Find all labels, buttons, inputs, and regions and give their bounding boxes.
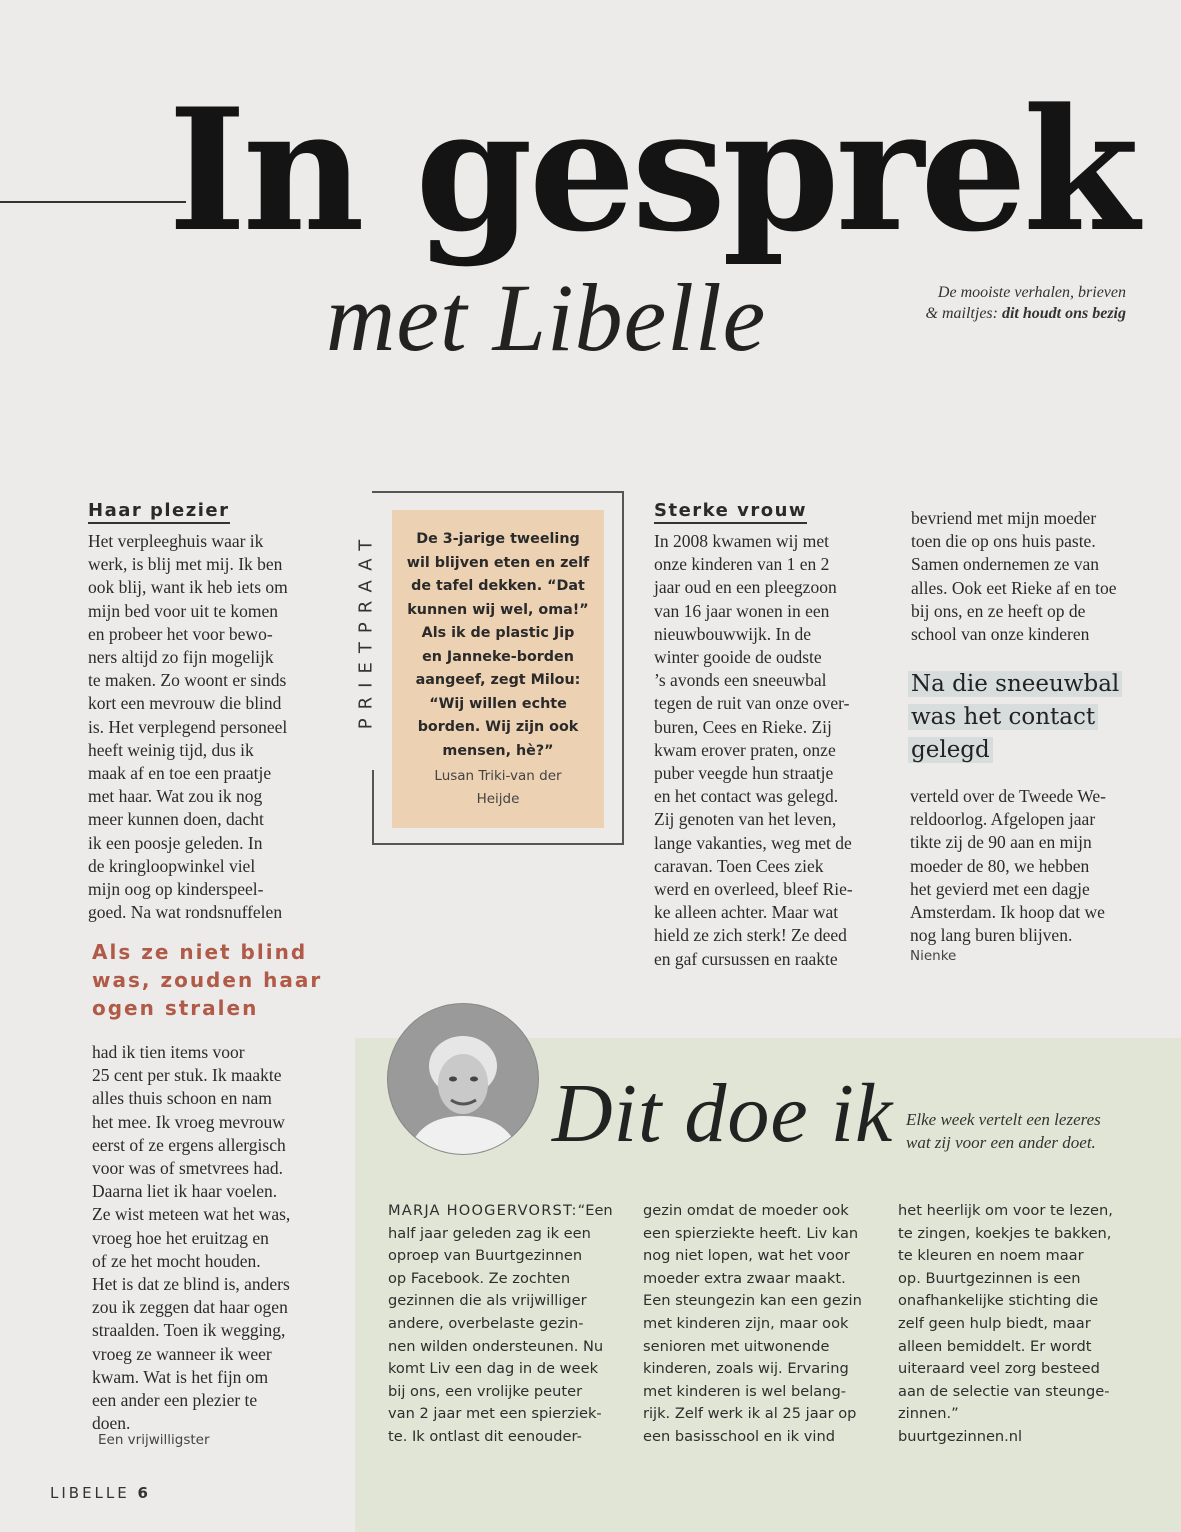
text-line: gezin omdat de moeder ook — [643, 1202, 849, 1219]
text-line: zinnen.” — [898, 1405, 959, 1423]
sterke-vrouw-text-end — [910, 785, 1150, 947]
text-line: en Janneke-borden — [422, 648, 574, 665]
text-line: wat zij voor een ander doet. — [906, 1133, 1096, 1152]
text-line: half jaar geleden zag ik een — [388, 1224, 591, 1242]
text-line: tegen de ruit van onze over- — [654, 693, 850, 714]
text-line: oproep van Buurtgezinnen — [388, 1247, 583, 1265]
prietpraat-label-text: PRIETPRAAT — [355, 530, 377, 730]
text-line: te zingen, koekjes te bakken, — [898, 1224, 1112, 1242]
haar-plezier-heading: Haar plezier — [88, 500, 230, 524]
text-line: buren, Cees en Rieke. Zij — [654, 716, 832, 737]
text-line: Samen ondernemen ze van — [911, 554, 1100, 575]
text-line: kwam erover praten, onze — [654, 739, 836, 760]
text-line: Het verpleeghuis waar ik — [88, 531, 264, 551]
text-line: uiteraard veel zorg besteed — [898, 1360, 1100, 1378]
text-line: voor was of smetvrees had. — [92, 1158, 283, 1179]
text-line: te. Ik ontlast dit eenouder- — [388, 1427, 582, 1445]
text-line: nieuwbouwwijk. In de — [654, 623, 811, 644]
text-line: goed. Na wat rondsnuffelen — [88, 902, 283, 923]
text-line: op. Buurtgezinnen is een — [898, 1269, 1081, 1287]
text-line: werk, is blij met mij. Ik ben — [88, 554, 283, 575]
text-line: ’s avonds een sneeuwbal — [654, 670, 827, 691]
text-line: Ze wist meteen wat het was, — [92, 1204, 291, 1225]
author-photo — [387, 1003, 539, 1155]
sterke-vrouw-heading: Sterke vrouw — [654, 500, 807, 524]
text-line: te maken. Zo woont er sinds — [88, 670, 287, 691]
first-line-text: “Een — [577, 1202, 613, 1219]
text-line: “Wij willen echte — [429, 695, 567, 712]
tagline-line-2 — [790, 303, 1126, 324]
text-line: tikte zij de 90 aan en mijn — [910, 832, 1092, 853]
portrait-illustration — [388, 1004, 538, 1154]
text-line: en het contact was gelegd. — [654, 786, 839, 807]
text-line: moeder de 80, we hebben — [910, 855, 1090, 876]
text-line: kwam. Wat is het fijn om — [92, 1366, 269, 1387]
page-tagline — [790, 282, 1126, 324]
text-line: Heijde — [476, 791, 520, 807]
text-line: ke alleen achter. Maar wat — [654, 902, 839, 923]
page-subtitle: met Libelle — [326, 264, 767, 371]
text-line: alleen bemiddelt. Er wordt — [898, 1337, 1092, 1355]
text-line: zelf geen hulp biedt, maar — [898, 1314, 1091, 1332]
haar-plezier-signature: Een vrijwilligster — [98, 1432, 210, 1448]
text-line: caravan. Toen Cees ziek — [654, 855, 824, 876]
text-line: met kinderen zijn, maar ook — [643, 1314, 849, 1332]
text-line: mijn bed voor uit te komen — [88, 600, 279, 621]
text-line: te kleuren en noem maar — [898, 1247, 1084, 1265]
text-line: bevriend met mijn moeder — [911, 508, 1097, 528]
sterke-vrouw-text-continued — [911, 507, 1151, 646]
prietpraat-frame-edge — [372, 770, 374, 845]
text-line: werd en overleed, bleef Rie- — [654, 879, 853, 900]
text-line: een ander een plezier te — [92, 1390, 258, 1411]
prietpraat-quote — [400, 528, 596, 763]
text-line: heeft weinig tijd, dus ik — [88, 739, 254, 760]
text-line: nen wilden ondersteunen. Nu — [388, 1337, 604, 1355]
sterke-vrouw-signature: Nienke — [910, 948, 957, 964]
haar-plezier-text-a — [88, 530, 338, 924]
text-line: Elke week vertelt een lezeres — [906, 1110, 1101, 1129]
text-line: gelegd — [908, 734, 1138, 767]
text-line: was het contact — [908, 701, 1138, 734]
text-line: ik een poosje geleden. In — [88, 832, 263, 853]
dit-doe-ik-col-1 — [388, 1200, 638, 1449]
text-line: aan de selectie van steunge- — [898, 1382, 1110, 1400]
text-line: op Facebook. Ze zochten — [388, 1269, 571, 1287]
dit-doe-ik-title: Dit doe ik — [552, 1067, 894, 1160]
author-name: MARJA HOOGERVORST: — [388, 1202, 578, 1219]
page-title: In gesprek — [168, 71, 1136, 269]
text-line: nog lang buren blijven. — [910, 925, 1073, 946]
text-line: of ze het mocht houden. — [92, 1250, 261, 1271]
tagline-line-1: De mooiste verhalen, brieven — [937, 284, 1126, 301]
tagline-part: & mailtjes: — [925, 305, 1002, 322]
dit-doe-ik-tagline — [906, 1108, 1146, 1154]
text-line: een basisschool en ik vind — [643, 1427, 835, 1445]
haar-plezier-text-b — [92, 1041, 342, 1435]
text-line: van 2 jaar met een spierziek- — [388, 1405, 602, 1423]
text-line: met kinderen is wel belang- — [643, 1382, 847, 1400]
text-line: Het is dat ze blind is, anders — [92, 1274, 290, 1295]
text-line: school van onze kinderen — [911, 624, 1090, 645]
text-line: de tafel dekken. “Dat — [411, 578, 585, 594]
text-line: Als ze niet blind — [92, 940, 308, 964]
text-line: alles thuis schoon en nam — [92, 1088, 272, 1109]
text-line: borden. Wij zijn ook — [417, 719, 579, 735]
text-line: alles. Ook eet Rieke af en toe — [911, 577, 1117, 598]
text-line: moeder extra zwaar maakt. — [643, 1269, 846, 1287]
text-line: met haar. Wat zou ik nog — [88, 786, 263, 807]
text-line: het gevierd met een dagje — [910, 878, 1090, 899]
text-line: reldoorlog. Afgelopen jaar — [910, 809, 1096, 830]
text-line: komt Liv een dag in de week — [388, 1360, 599, 1378]
text-line: vroeg hoe het eruitzag en — [92, 1227, 269, 1248]
text-line: eerst of ze ergens allergisch — [92, 1134, 286, 1155]
text-line: en probeer het voor bewo- — [88, 623, 273, 644]
text-line: meer kunnen doen, dacht — [88, 809, 264, 830]
text-line: het mee. Ik vroeg mevrouw — [92, 1111, 285, 1132]
dit-doe-ik-first-line — [388, 1200, 638, 1223]
text-line: puber veegde hun straatje — [654, 763, 834, 784]
text-line: bij ons, en ze heeft op de — [911, 600, 1086, 621]
text-line: onafhankelijke stichting die — [898, 1292, 1099, 1310]
text-line: bij ons, een vrolijke peuter — [388, 1382, 583, 1400]
text-line: andere, overbelaste gezin- — [388, 1314, 584, 1332]
text-line: ners altijd zo fijn mogelijk — [88, 647, 274, 668]
text-line: Als ik de plastic Jip — [421, 625, 575, 641]
prietpraat-box — [392, 510, 604, 828]
text-line: hield ze zich sterk! Ze deed — [654, 925, 847, 946]
text-line: Daarna liet ik haar voelen. — [92, 1181, 278, 1202]
dit-doe-ik-col-2 — [643, 1200, 893, 1449]
text-line: winter gooide de oudste — [654, 647, 822, 668]
text-line: was, zouden haar — [92, 968, 323, 992]
sterke-vrouw-text — [654, 530, 889, 971]
tagline-bold: dit houdt ons bezig — [1001, 305, 1126, 322]
text-line: doen. — [92, 1413, 131, 1434]
dit-doe-ik-col-3 — [898, 1200, 1148, 1449]
text-line: onze kinderen van 1 en 2 — [654, 554, 830, 575]
page-number: 6 — [137, 1484, 148, 1502]
text-line: nog niet lopen, wat het voor — [643, 1247, 850, 1265]
page-footer — [50, 1484, 148, 1502]
text-line: verteld over de Tweede We- — [910, 786, 1106, 806]
text-line: De 3-jarige tweeling — [416, 531, 580, 547]
text-line: is. Het verplegend personeel — [88, 716, 288, 737]
text-line: mensen, hè?” — [442, 742, 554, 759]
text-line: rijk. Zelf werk ik al 25 jaar op — [643, 1405, 857, 1423]
text-line: toen die op ons huis paste. — [911, 531, 1096, 552]
text-line: mijn oog op kinderspeel- — [88, 879, 264, 900]
text-line: straalden. Toen ik wegging, — [92, 1320, 286, 1341]
text-line: aangeef, zegt Milou: — [415, 672, 581, 688]
text-line: kort een mevrouw die blind — [88, 693, 282, 714]
text-line: gezinnen die als vrijwilliger — [388, 1292, 587, 1310]
text-line: Na die sneeuwbal — [908, 668, 1138, 701]
text-line: het heerlijk om voor te lezen, — [898, 1202, 1113, 1219]
dit-doe-ik-col-1-text — [388, 1223, 638, 1449]
text-line: lange vakanties, weg met de — [654, 832, 852, 853]
text-line: senioren met uitwonende — [643, 1337, 830, 1355]
text-line: zou ik zeggen dat haar ogen — [92, 1297, 288, 1318]
sterke-vrouw-quote — [908, 668, 1138, 767]
text-line: een spierziekte heeft. Liv kan — [643, 1224, 859, 1242]
text-line: jaar oud en een pleegzoon — [654, 577, 837, 598]
text-line: Lusan Triki-van der — [434, 768, 562, 784]
text-line: ook blij, want ik heb iets om — [88, 577, 288, 598]
text-line: ogen stralen — [92, 996, 259, 1020]
text-line: en gaf cursussen en raakte — [654, 948, 838, 969]
text-line: 25 cent per stuk. Ik maakte — [92, 1065, 282, 1086]
haar-plezier-quote — [92, 938, 342, 1022]
text-line: Zij genoten van het leven, — [654, 809, 837, 830]
footer-brand: LIBELLE — [50, 1484, 130, 1502]
text-line: kinderen, zoals wij. Ervaring — [643, 1360, 849, 1378]
text-line: had ik tien items voor — [92, 1042, 245, 1062]
text-line: Een steungezin kan een gezin — [643, 1292, 862, 1310]
text-line: de kringloopwinkel viel — [88, 855, 256, 876]
text-line: Amsterdam. Ik hoop dat we — [910, 902, 1105, 923]
prietpraat-signature — [400, 765, 596, 811]
text-line: van 16 jaar wonen in een — [654, 600, 830, 621]
text-line: buurtgezinnen.nl — [898, 1427, 1023, 1445]
text-line: maak af en toe een praatje — [88, 763, 272, 784]
text-line: wil blijven eten en zelf — [406, 554, 590, 571]
text-line: kunnen wij wel, oma!” — [407, 601, 589, 618]
text-line: In 2008 kwamen wij met — [654, 531, 829, 551]
text-line: vroeg ze wanneer ik weer — [92, 1343, 272, 1364]
title-rule — [0, 201, 186, 203]
